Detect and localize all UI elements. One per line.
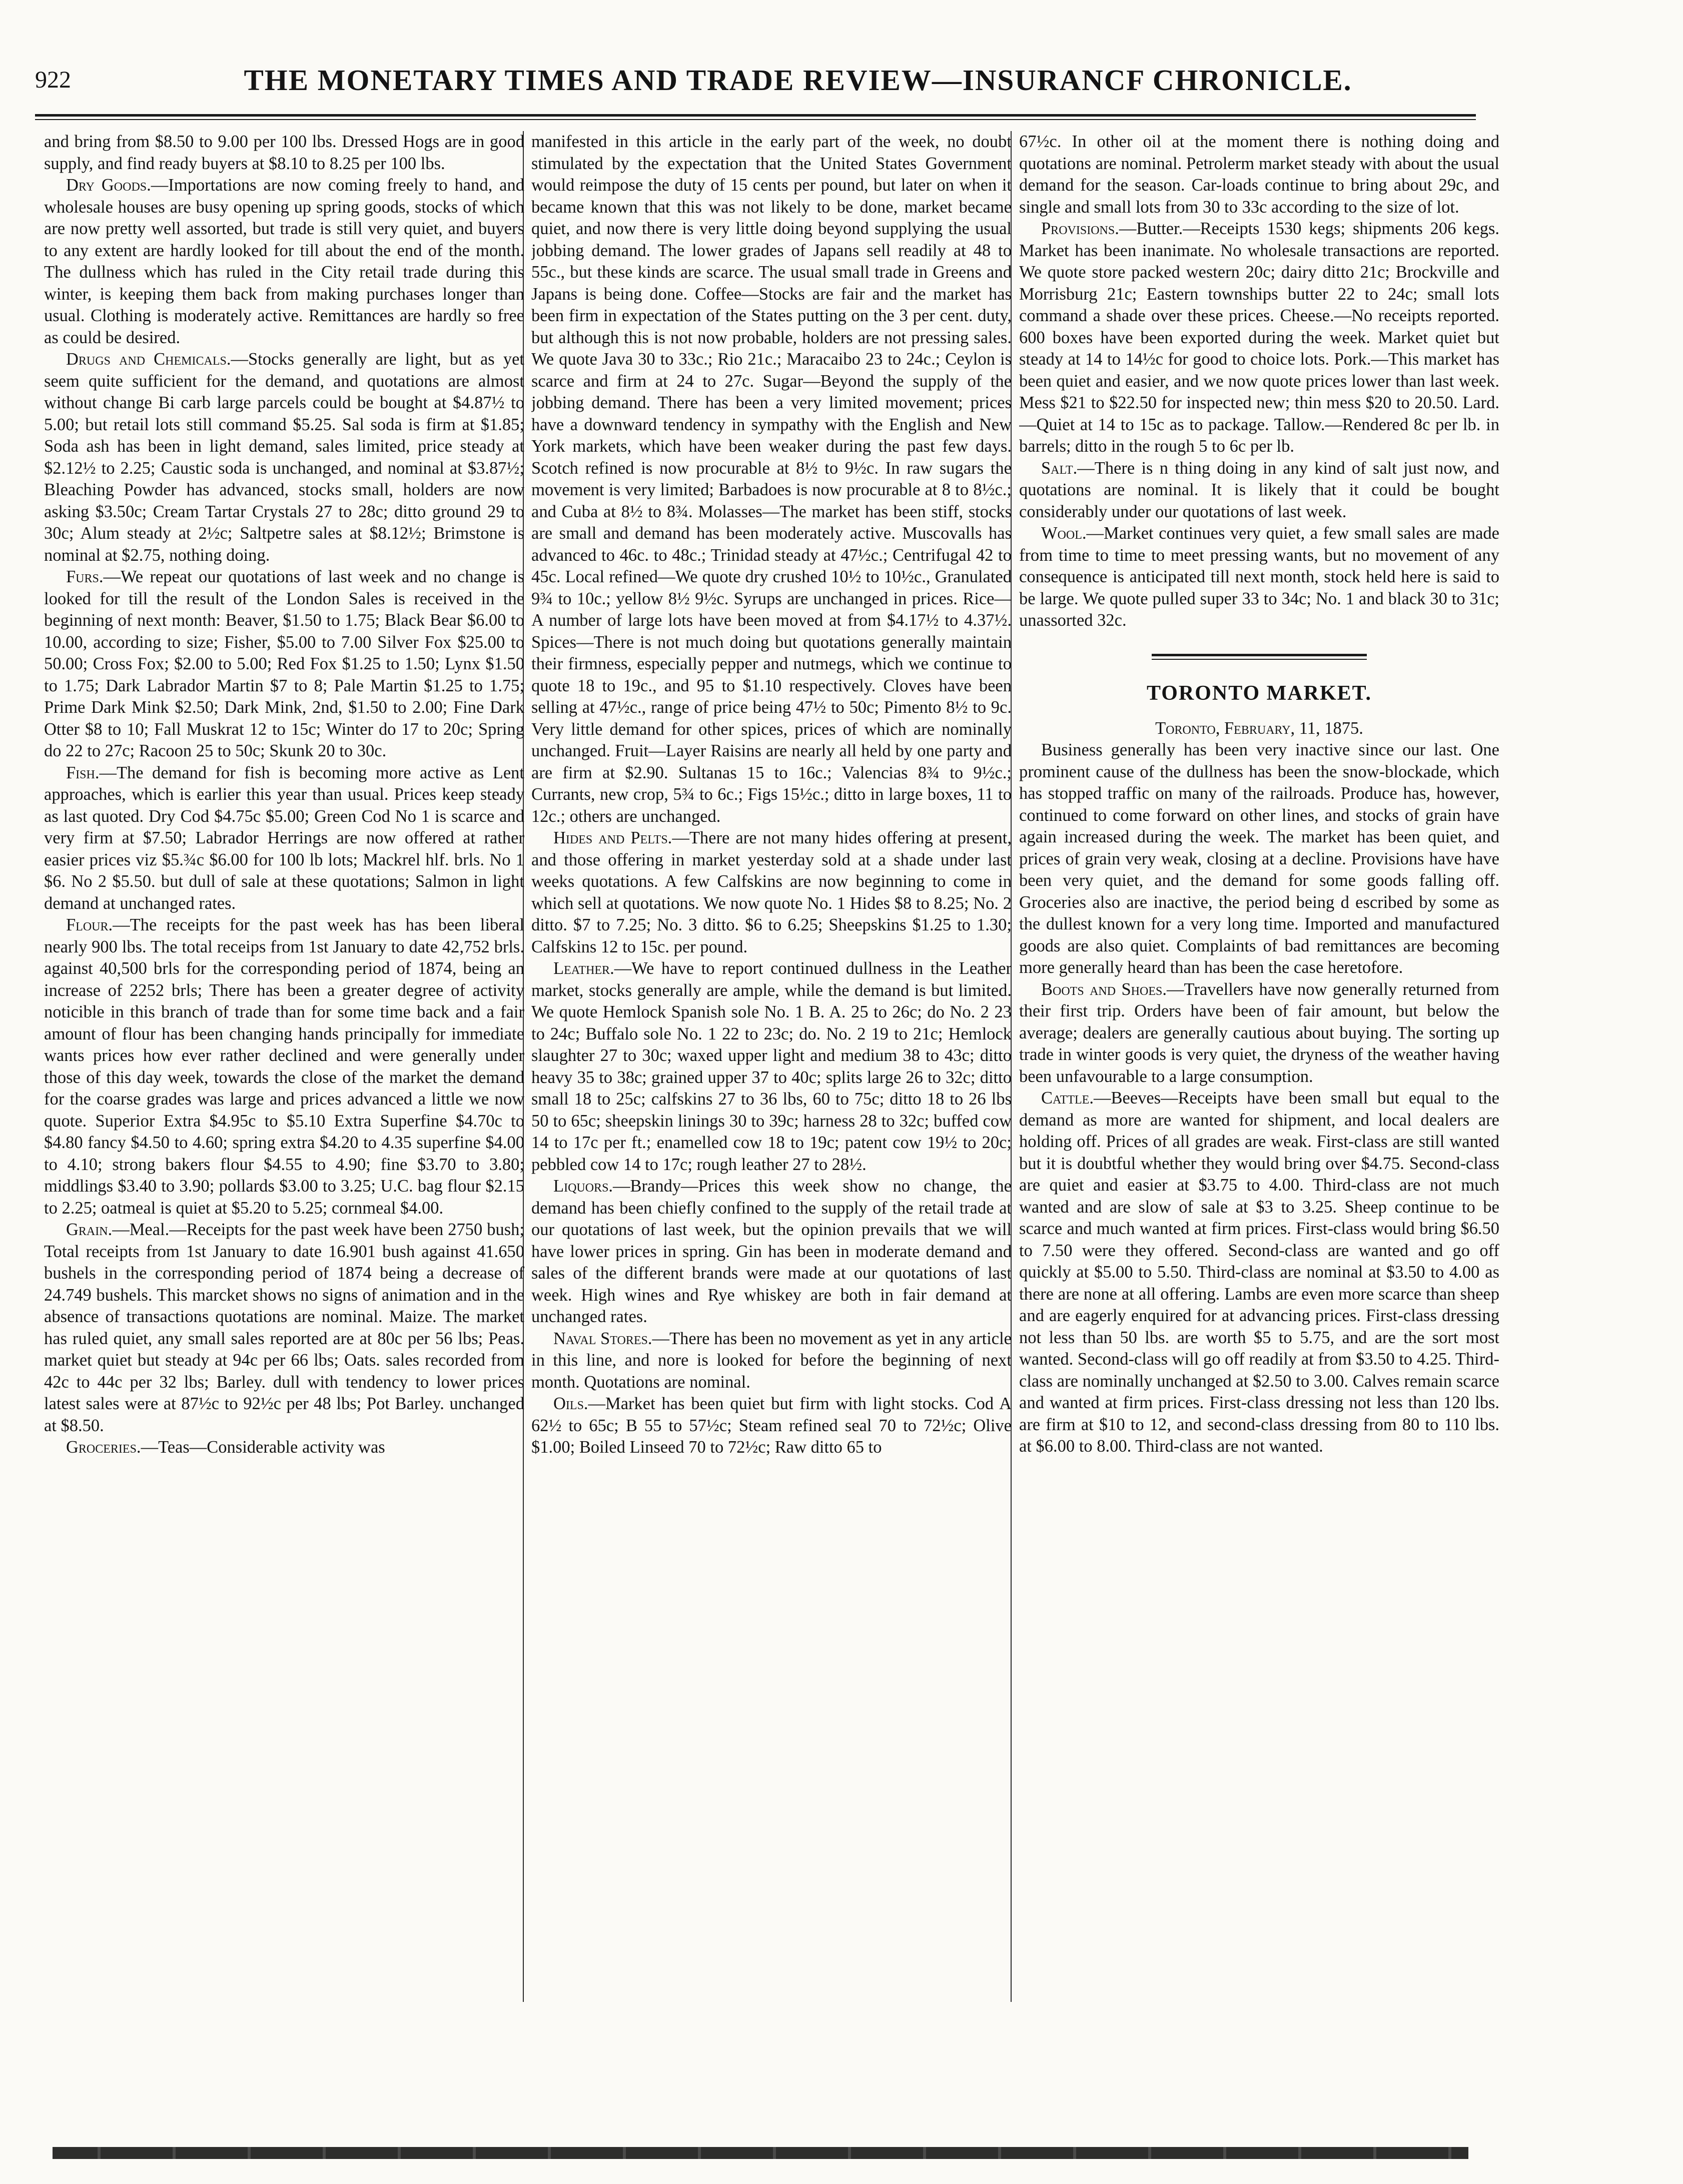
paragraph-dry-goods: Dry Goods.—Importations are now coming freely to hand, and wholesale houses are busy opening up spring goods, stocks of which are now pretty well assorted, but trade is still very quiet, and buyers to any extent are hardly looked for till about the end of the month. The dullness which has ruled in the City retail trade during this winter, is keeping them back from making purchases longer than usual. Clothing is moderately active. Remittances are hardly so free as could be desired. bbox=[44, 176, 524, 347]
section-heading: Leather. bbox=[553, 959, 614, 978]
section-heading: Wool. bbox=[1041, 524, 1087, 543]
column-3 bbox=[1019, 131, 1499, 2027]
paragraph-fish: Fish.—The demand for fish is becoming more active as Lent approaches, which is earlier this year than usual. Prices keep steady as last quoted. Dry Cod $4.75c $5.00; Green Cod No 1 is scarce and very firm at $7.50; Labrador Herrings are now offered at rather easier prices viz $5.¾c $6.00 for 100 lb lots; Mackrel hlf. brls. No 1 $6. No 2 $5.50. but dull of sale at these quotations; Salmon in light demand at unchanged rates. bbox=[44, 763, 524, 913]
header-rule bbox=[35, 114, 1476, 120]
paragraph-naval-stores: Naval Stores.—There has been no movement as yet in any article in this line, and nore is looked for before the beginning of next month. Quotations are nominal. bbox=[531, 1329, 1012, 1392]
paragraph-drugs-chemicals: Drugs and Chemicals.—Stocks generally are light, but as yet seem quite sufficient for the demand, and quotations are almost without change Bi carb large parcels could be bought at $4.87½ to 5.00; but retail lots still command $5.25. Sal soda is firm at $1.85; Soda ash has been in light demand, sales limited, price steady at $2.12½ to 2.25; Caustic soda is unchanged, and nominal at $3.87½; Bleaching Powder has advanced, stocks small, holders are now asking $3.50c; Cream Tartar Crystals 27 to 28c; ditto ground 29 to 30c; Alum steady at 2½c; Saltpetre sales at $8.12½; Brimstone is nominal at $2.75, nothing doing. bbox=[44, 350, 524, 565]
paragraph: and bring from $8.50 to 9.00 per 100 lbs. Dressed Hogs are in good supply, and find ready buyers at $8.10 to 8.25 per 100 lbs. bbox=[44, 132, 524, 173]
section-heading: Drugs and Chemicals. bbox=[66, 350, 231, 369]
paragraph-wool: Wool.—Market continues very quiet, a few small sales are made from time to time to meet pressing wants, but no movement of any consequence is anticipated till next month, stock held here is said to be large. We quote pulled super 33 to 34c; No. 1 and black 30 to 31c; unassorted 32c. bbox=[1019, 524, 1499, 630]
paragraph-boots-shoes: Boots and Shoes.—Travellers have now generally returned from their first trip. Orders have been of fair amount, but below the average; dealers are generally cautious about buying. The sorting up trade in winter goods is very quiet, the dryness of the weather having been unfavourable to a large consumption. bbox=[1019, 979, 1499, 1086]
section-heading: Provisions. bbox=[1041, 219, 1119, 238]
paragraph-cattle: Cattle.—Beeves—Receipts have been small but equal to the demand as more are wanted for shipment, and local dealers are holding off. Prices of all grades are weak. First-class are still wanted but it is doubtful whether they would bring over $4.75. Second-class are quiet and easier at $3.75 to 4.00. Third-class are not much wanted and are slow of sale at $3 to 3.25. Sheep continue to be scarce and much wanted at firm prices. First-class would bring $6.50 to 7.50 were they offered. Second-class are wanted and go off quickly at $5.00 to 5.50. Third-class are nominal at $3.50 to 4.00 as there are none at all offering. Lambs are even more scarce than sheep and are eagerly enquired for at advancing prices. First-class dressing not less than 50 lbs. are worth $5 to 5.75, and are the sort most wanted. Second-class will go off readily at from $3.50 to 4.25. Third-class are nominally unchanged at $2.50 to 3.00. Calves remain scarce and wanted at firm prices. First-class dressing not less than 120 lbs. are firm at $10 to 12, and second-class dressing from 80 to 110 lbs. at $6.00 to 8.00. Third-class are not wanted. bbox=[1019, 1088, 1499, 1456]
section-heading: Hides and Pelts. bbox=[553, 828, 672, 847]
section-heading: Cattle. bbox=[1041, 1088, 1094, 1108]
paragraph-oils: Oils.—Market has been quiet but firm with light stocks. Cod A 62½ to 65c; B 55 to 57½c; Steam refined seal 70 to 72½c; Olive $1.00; Boiled Linseed 70 to 72½c; Raw ditto 65 to bbox=[531, 1394, 1012, 1457]
paragraph: manifested in this article in the early part of the week, no doubt stimulated by the expectation that the United States Government would reimpose the duty of 15 cents per pound, but later on when it became known that this was not likely to be done, market became quiet, and now there is very little doing beyond supplying the usual jobbing demand. The lower grades of Japans sell readily at 48 to 55c., but these kinds are scarce. The usual small trade in Greens and Japans is being done. Coffee—Stocks are fair and the market has been firm in expectation of the States putting on the 3 per cent. duty, but although this is not now probable, holders are not pressing sales. We quote Java 30 to 33c.; Rio 21c.; Maracaibo 23 to 24c.; Ceylon is scarce and firm at 24 to 27c. Sugar—Beyond the supply of the jobbing demand. There has been a very limited movement; prices have a downward tendency in sympathy with the English and New York markets, which have been weaker during the past few days. Scotch refined is now procurable at 8½ to 9½c. In raw sugars the movement is very limited; Barbadoes is now procurable at 8 to 8½c.; and Cuba at 8½ to 8¾. Molasses—The market has been stiff, stocks are small and demand has been moderately active. Muscovalls has advanced to 46c. to 48c.; Trinidad steady at 47½c.; Centrifugal 42 to 45c. Local refined—We quote dry crushed 10½ to 10½c., Granulated 9¾ to 10c.; yellow 8½ 9½c. Syrups are unchanged in prices. Rice—A number of large lots have been moved at from $4.17½ to 4.37½. Spices—There is not much doing but quotations generally maintain their firmness, especially pepper and nutmegs, which we continue to quote 18 to 19c., and 95 to $1.10 respectively. Cloves have been selling at 47½c., range of price being 47½ to 50c; Pimento 8½ to 9c. Very little demand for other spices, prices of which are nominally unchanged. Fruit—Layer Raisins are nearly all held by one party and are firm at $2.90. Sultanas 15 to 16c.; Valencias 8¾ to 9½c.; Currants, new crop, 5¾ to 6c.; Figs 15½c.; ditto in large boxes, 11 to 12c.; others are unchanged. bbox=[531, 132, 1012, 826]
paragraph-hides-pelts: Hides and Pelts.—There are not many hides offering at present, and those offering in market yesterday sold at a shade under last weeks quotations. A few Calfskins are now beginning to come in which sell at quotations. We now quote No. 1 Hides $8 to 8.25; No. 2 ditto. $7 to 7.25; No. 3 ditto. $6 to 6.25; Sheepskins $1.25 to 1.30; Calfskins 12 to 15c. per pound. bbox=[531, 828, 1012, 956]
paragraph-groceries: Groceries.—Teas—Considerable activity was bbox=[66, 1438, 385, 1457]
paragraph: 67½c. In other oil at the moment there is nothing doing and quotations are nominal. Petrolerm market steady with about the usual demand for the season. Car-loads continue to bring about 29c, and single and small lots from 30 to 33c according to the size of lot. bbox=[1019, 132, 1499, 217]
paragraph-provisions: Provisions.—Butter.—Receipts 1530 kegs; shipments 206 kegs. Market has been inanimate. No wholesale transactions are reported. We quote store packed western 20c; dairy ditto 21c; Brockville and Morrisburg 21c; Eastern townships butter 22 to 24c; small lots command a shade over these prices. Cheese.—No receipts reported. 600 boxes have been exported during the week. Market quiet but steady at 14 to 14½c for good to choice lots. Pork.—This market has been quiet and easier, and we now quote prices lower than last week. Mess $21 to $22.50 for inspected new; thin mess $20 to 20.50. Lard.—Quiet at 14 to 15c as to package. Tallow.—Rendered 8c per lb. in barrels; ditto in the rough 5 to 6c per lb. bbox=[1019, 219, 1499, 456]
page-header bbox=[35, 60, 1476, 105]
section-heading: Liquors. bbox=[553, 1177, 613, 1196]
page-number: 922 bbox=[35, 67, 71, 93]
dateline: Toronto, February, 11, 1875. bbox=[1155, 718, 1363, 738]
paragraph-salt: Salt.—There is n thing doing in any kind of salt just now, and quotations are nominal. It is likely that it could be bought considerably under our quotations of last week. bbox=[1019, 458, 1499, 521]
paragraph-leather: Leather.—We have to report continued dullness in the Leather market, stocks generally are ample, while the demand is but limited. We quote Hemlock Spanish sole No. 1 B. A. 25 to 26c; do No. 2 23 to 24c; Buffalo sole No. 1 22 to 23c; do. No. 2 19 to 21c; Hemlock slaughter 27 to 30c; waxed upper light and medium 38 to 43c; ditto heavy 35 to 38c; grained upper 37 to 40c; splits large 26 to 32c; ditto small 18 to 25c; calfskins 27 to 36 lbs, 60 to 75c; ditto 18 to 26 lbs 50 to 65c; sheepskin linings 30 to 39c; harness 28 to 32c; buffed cow 14 to 17c per ft.; enamelled cow 18 to 19c; patent cow 19½ to 20c; pebbled cow 14 to 17c; rough leather 27 to 28½. bbox=[531, 959, 1012, 1174]
section-heading: Oils. bbox=[553, 1394, 588, 1413]
section-heading: Groceries. bbox=[66, 1438, 141, 1457]
section-heading: Naval Stores. bbox=[553, 1329, 652, 1348]
section-rule bbox=[1152, 654, 1367, 660]
section-heading: Grain. bbox=[66, 1220, 113, 1239]
paragraph-flour: Flour.—The receipts for the past week has has been liberal nearly 900 lbs. The total receips from 1st January to date 42,752 brls. against 40,500 brls for the corresponding period of 1874, being an increase of 2252 brls; There has been a greater degree of activity noticible in this branch of trade than for some time back and a fair amount of flour has been changing hands principally for immediate wants prices how ever rather declined and were generally under those of this day week, towards the close of the market the demand for the coarse grades was large and prices advanced a little we now quote. Superior Extra $4.95c to $5.10 Extra Superfine $4.70c to $4.80 fancy $4.50 to 4.60; spring extra $4.20 to 4.35 superfine $4.00 to 4.10; strong bakers flour $4.55 to 4.90; fine $3.70 to 3.80; middlings $3.40 to 3.90; pollards $3.00 to 3.25; U.C. bag flour $2.15 to 2.25; oatmeal is quiet at $5.20 to 5.25; cornmeal $4.00. bbox=[44, 915, 524, 1218]
section-heading: Boots and Shoes. bbox=[1041, 979, 1167, 999]
section-heading: Fish. bbox=[66, 763, 100, 782]
column-1 bbox=[44, 131, 524, 2027]
section-heading: Dry Goods. bbox=[66, 176, 151, 195]
section-heading: Flour. bbox=[66, 915, 113, 934]
paragraph-liquors: Liquors.—Brandy—Prices this week show no change, the demand has been chiefly confined to the supply of the retail trade at our quotations of last week, but the opinion prevails that we will have lower prices in spring. Gin has been in moderate demand and sales of the different brands were made at our quotations of last week. High wines and Rye whiskey are both in fair demand at unchanged rates. bbox=[531, 1177, 1012, 1326]
column-2 bbox=[531, 131, 1012, 2027]
paragraph-grain: Grain.—Meal.—Receipts for the past week have been 2750 bush; Total receipts from 1st January to date 16.901 bush against 41.650 bushels in the corresponding period of 1874 being a decrease of 24.749 bushels. This marcket shows no signs of animation and in the absence of transactions quotations are nominal. Maize. The market has ruled quiet, any small sales reported are at 80c per 56 lbs; Peas. market quiet but steady at 94c per 66 lbs; Oats. sales recorded from 42c to 44c per 32 lbs; Barley. dull with tendency to lower prices latest sales were at 87½c to 92½c per 48 lbs; Pot Barley. unchanged at $8.50. bbox=[44, 1220, 524, 1435]
paragraph-business-summary: Business generally has been very inactive since our last. One prominent cause of the dullness has been the snow-blockade, which has stopped traffic on many of the railroads. Produce has, however, continued to come forward on other lines, and stocks of grain have again increased during the week. The market has been quiet, and prices of grain very weak, closing at a decline. Provisions have have been very quiet, and the demand for some goods falling off. Groceries also are inactive, the period being d escribed by some as the dullest known for a very long time. Imported and manufactured goods are also quiet. Complaints of bad remittances are becoming more generally heard than has been the case heretofore. bbox=[1019, 740, 1499, 977]
section-title-toronto-market: TORONTO MARKET. bbox=[1146, 681, 1372, 705]
page-title: THE MONETARY TIMES AND TRADE REVIEW—INSURANCF CHRONICLE. bbox=[244, 64, 1352, 97]
footer-rule bbox=[53, 2147, 1468, 2159]
paragraph-furs: Furs.—We repeat our quotations of last week and no change is looked for till the result of the London Sales is received in the beginning of next month: Beaver, $1.50 to 1.75; Black Bear $6.00 to 10.00, according to size; Fisher, $5.00 to 7.00 Silver Fox $25.00 to 50.00; Cross Fox; $2.00 to 5.00; Red Fox $1.25 to 1.50; Lynx $1.50 to 1.75; Dark Labrador Martin $7 to 8; Pale Martin $1.25 to 1.75; Prime Dark Mink $2.50; Dark Mink, 2nd, $1.50 to 2.00; Fine Dark Otter $8 to 10; Fall Muskrat 12 to 15c; Winter do 17 to 20c; Spring do 22 to 27c; Racoon 25 to 50c; Skunk 20 to 30c. bbox=[44, 567, 524, 760]
section-heading: Furs. bbox=[66, 567, 104, 586]
section-heading: Salt. bbox=[1041, 458, 1078, 478]
